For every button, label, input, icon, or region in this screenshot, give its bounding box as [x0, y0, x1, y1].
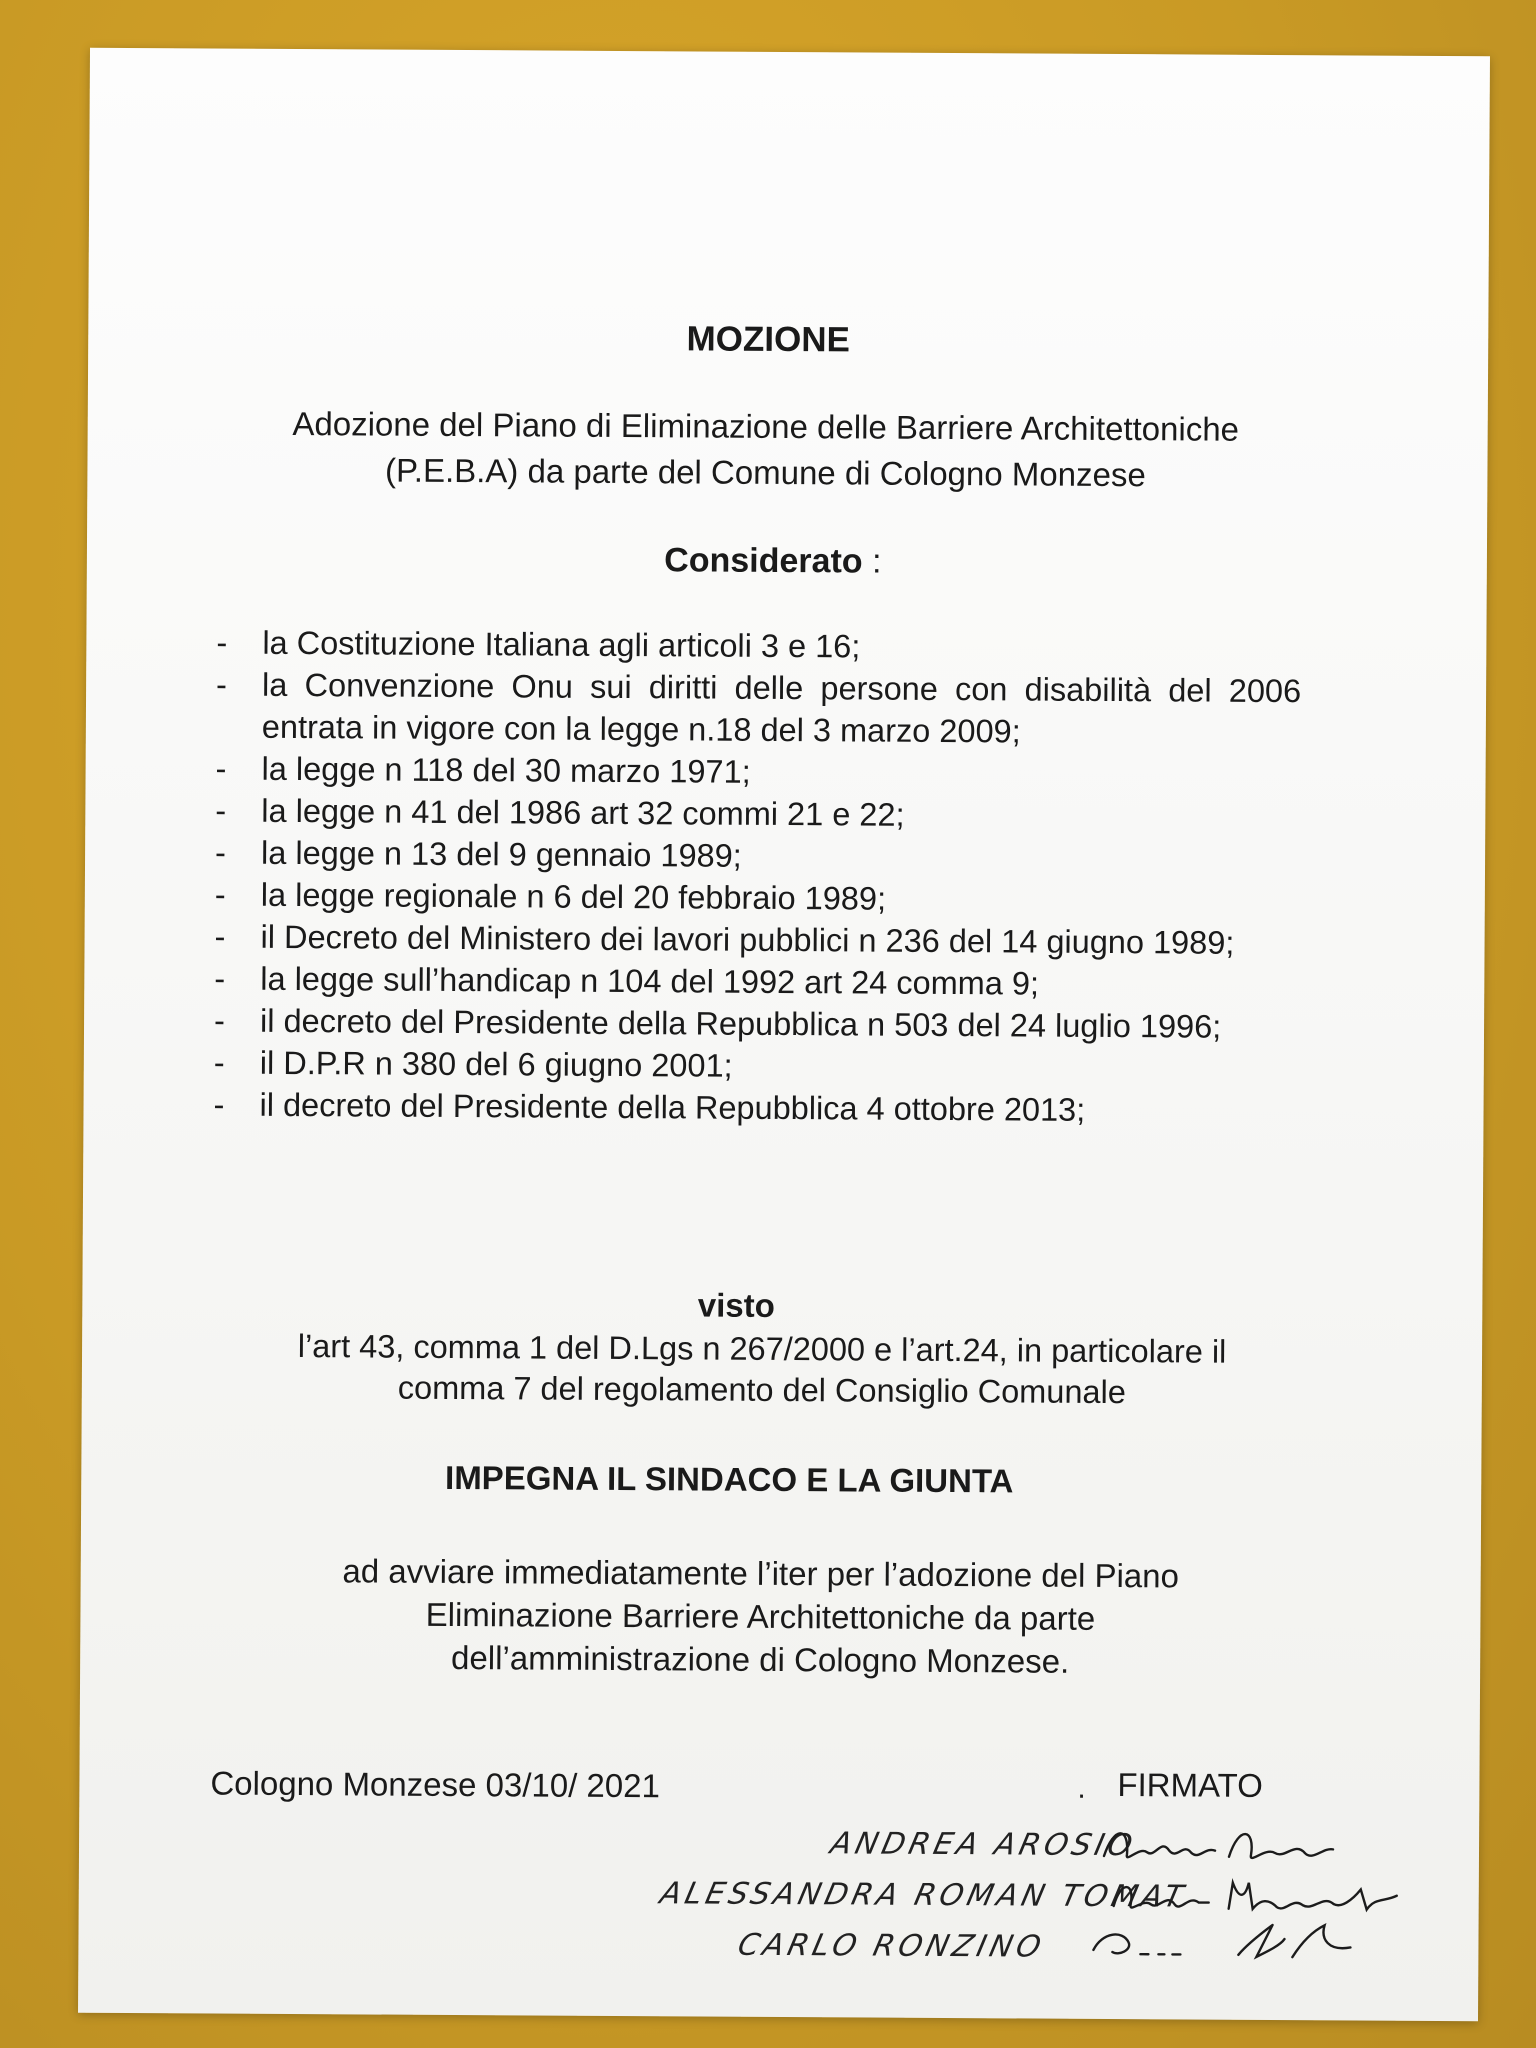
list-item: - la legge sull’handicap n 104 del 1992 art 24 comma 9; [214, 960, 1040, 1002]
list-item: - il D.P.R n 380 del 6 giugno 2001; [213, 1044, 733, 1084]
visto-line-1: l’art 43, comma 1 del D.Lgs n 267/2000 e l’art.24, in particolare il [297, 1328, 1227, 1370]
action-line-3: dell’amministrazione di Cologno Monzese. [450, 1638, 1070, 1680]
list-item: - la legge regionale n 6 del 20 febbraio 1989; [214, 876, 887, 917]
list-item: - il Decreto del Ministero dei lavori pubblici n 236 del 14 giugno 1989; [214, 918, 1235, 961]
document-title: MOZIONE [686, 319, 851, 360]
list-item: - la Costituzione Italiana agli articoli 3 e 16; [216, 624, 861, 665]
subtitle-line-1: Adozione del Piano di Eliminazione delle Barriere Architettoniche [292, 404, 1240, 448]
visto-heading: visto [697, 1286, 775, 1324]
firmato-label: FIRMATO [1117, 1766, 1263, 1804]
action-text [230, 1549, 1291, 1684]
signer-name-2: ALESSANDRA ROMAN TOMAT [656, 1876, 1191, 1915]
signer-name-3: CARLO RONZINO [734, 1927, 1048, 1965]
list-item: - la legge n 13 del 9 gennaio 1989; [214, 834, 742, 874]
document-sheet [78, 48, 1490, 2022]
visto-text [212, 1326, 1312, 1415]
considerato-label: Considerato [664, 541, 863, 581]
considerato-list [213, 622, 1301, 1133]
subtitle-line-2: (P.E.B.A) da parte del Comune di Cologno Monzese [384, 451, 1146, 494]
document-subtitle [65, 400, 1466, 501]
impegna-heading: IMPEGNA IL SINDACO E LA GIUNTA [444, 1458, 1014, 1500]
considerato-heading [73, 538, 1473, 586]
list-item: - il decreto del Presidente della Repubblica n 503 del 24 luglio 1996; [213, 1002, 1222, 1045]
list-item: - la legge n 41 del 1986 art 32 commi 21 e 22; [215, 792, 905, 833]
place-date: Cologno Monzese 03/10/ 2021 [210, 1764, 661, 1805]
considerato-suffix: : [862, 542, 882, 581]
action-line-2: Eliminazione Barriere Architettoniche da parte [425, 1595, 1096, 1637]
list-item: - il decreto del Presidente della Repubblica 4 ottobre 2013; [213, 1086, 1086, 1128]
list-item: - la Convenzione Onu sui diritti delle persone con disabilità del 2006 entrata in vigore con la legge n.18 del 3 marzo 2009; [216, 666, 1302, 750]
list-item: - la legge n 118 del 30 marzo 1971; [215, 750, 751, 790]
signer-name-1: ANDREA AROSIO [827, 1826, 1140, 1864]
stray-dot: . [1077, 1771, 1086, 1805]
visto-line-2: comma 7 del regolamento del Consiglio Comunale [397, 1369, 1126, 1411]
action-line-1: ad avviare immediatamente l’iter per l’adozione del Piano [342, 1552, 1180, 1595]
signature-3 [1088, 1912, 1368, 1974]
